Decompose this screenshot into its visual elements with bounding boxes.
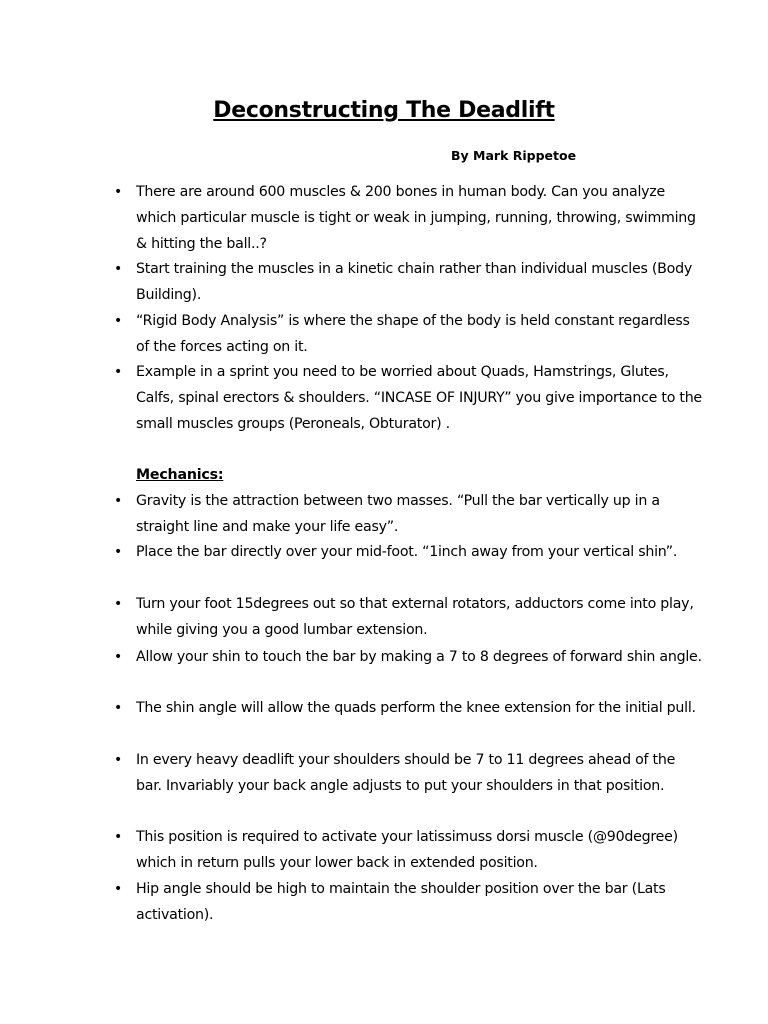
bullet-icon: •	[114, 544, 123, 560]
document-title: Deconstructing The Deadlift	[213, 98, 555, 123]
mechanics-heading: Mechanics:	[136, 467, 224, 483]
bullet-icon: •	[114, 596, 123, 612]
list-item	[114, 696, 704, 722]
bullet-icon: •	[114, 881, 123, 897]
list-item-text: Gravity is the attraction between two masses. “Pull the bar vertically up in a straight line and make your life easy”.	[136, 493, 660, 535]
list-item-text: The shin angle will allow the quads perform the knee extension for the initial pull.	[136, 700, 696, 716]
bullet-icon: •	[114, 313, 123, 329]
list-item	[114, 489, 704, 541]
list-item	[114, 540, 704, 566]
list-item-text: In every heavy deadlift your shoulders should be 7 to 11 degrees ahead of the bar. Invariably your back angle adjusts to put your shoulders in that position.	[136, 752, 676, 794]
bullet-icon: •	[114, 364, 123, 380]
list-item-text: “Rigid Body Analysis” is where the shape of the body is held constant regardless of the forces acting on it.	[136, 313, 690, 355]
list-item-text: Example in a sprint you need to be worried about Quads, Hamstrings, Glutes, Calfs, spinal erectors & shoulders. “INCASE OF INJURY” you give importance to the small muscles groups (Peroneals, Obturator) .	[136, 364, 702, 432]
bullet-icon: •	[114, 700, 123, 716]
bullet-icon: •	[114, 829, 123, 845]
list-item	[114, 877, 704, 929]
bullet-icon: •	[114, 493, 123, 509]
list-item	[114, 360, 704, 437]
list-item-text: This position is required to activate your latissimuss dorsi muscle (@90degree) which in return pulls your lower back in extended position.	[136, 829, 678, 871]
list-item	[114, 592, 704, 644]
list-item-text: Turn your foot 15degrees out so that external rotators, adductors come into play, while giving you a good lumbar extension.	[136, 596, 694, 638]
list-item	[114, 309, 704, 361]
list-item	[114, 748, 704, 800]
list-item	[114, 645, 704, 671]
bullet-icon: •	[114, 184, 123, 200]
list-item-text: Hip angle should be high to maintain the shoulder position over the bar (Lats activation).	[136, 881, 666, 923]
list-item	[114, 257, 704, 309]
list-item-text: There are around 600 muscles & 200 bones in human body. Can you analyze which particular muscle is tight or weak in jumping, running, throwing, swimming & hitting the ball..?	[136, 184, 696, 252]
list-item	[114, 180, 704, 257]
document-author: By Mark Rippetoe	[451, 148, 577, 163]
list-item-text: Allow your shin to touch the bar by making a 7 to 8 degrees of forward shin angle.	[136, 649, 702, 665]
list-item-text: Start training the muscles in a kinetic chain rather than individual muscles (Body Building).	[136, 261, 692, 303]
list-item-text: Place the bar directly over your mid-foot. “1inch away from your vertical shin”.	[136, 544, 678, 560]
bullet-icon: •	[114, 261, 123, 277]
bullet-icon: •	[114, 649, 123, 665]
bullet-icon: •	[114, 752, 123, 768]
list-item	[114, 825, 704, 877]
